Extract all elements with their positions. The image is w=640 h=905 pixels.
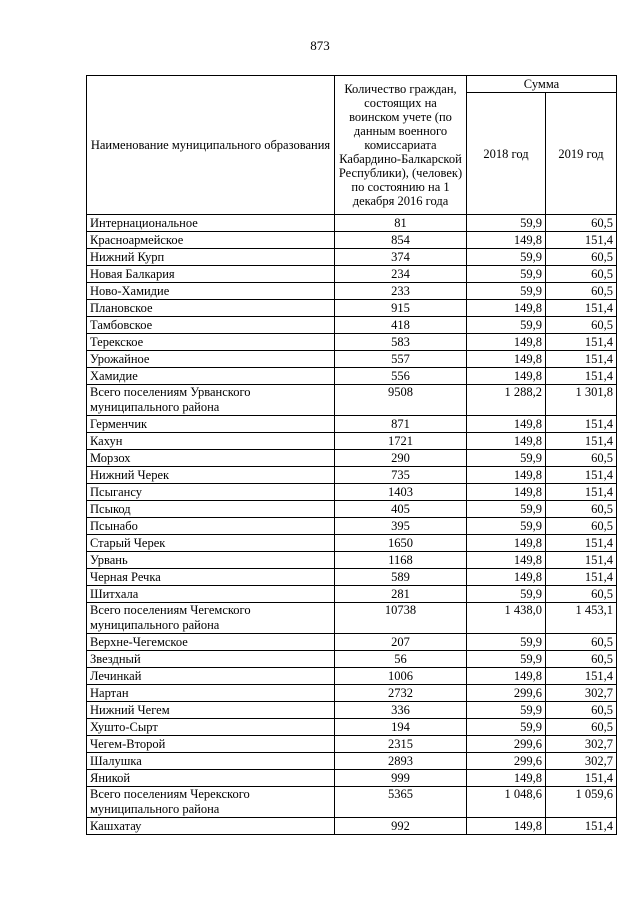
row-2018: 59,9 bbox=[467, 586, 546, 603]
row-count: 1650 bbox=[335, 535, 467, 552]
row-name: Красноармейское bbox=[87, 232, 335, 249]
row-2019: 60,5 bbox=[546, 634, 617, 651]
row-2019: 302,7 bbox=[546, 736, 617, 753]
row-2018: 149,8 bbox=[467, 569, 546, 586]
row-count: 81 bbox=[335, 215, 467, 232]
table-row bbox=[87, 736, 617, 753]
row-count: 418 bbox=[335, 317, 467, 334]
row-count: 395 bbox=[335, 518, 467, 535]
row-name: Псыкод bbox=[87, 501, 335, 518]
row-count: 992 bbox=[335, 818, 467, 835]
row-count: 583 bbox=[335, 334, 467, 351]
row-count: 735 bbox=[335, 467, 467, 484]
table-row bbox=[87, 467, 617, 484]
row-2019: 151,4 bbox=[546, 569, 617, 586]
row-name: Псыгансу bbox=[87, 484, 335, 501]
row-2019: 60,5 bbox=[546, 702, 617, 719]
row-name: Терекское bbox=[87, 334, 335, 351]
row-2019: 302,7 bbox=[546, 753, 617, 770]
row-2018: 1 438,0 bbox=[467, 603, 546, 634]
row-count: 854 bbox=[335, 232, 467, 249]
row-count: 999 bbox=[335, 770, 467, 787]
table-row bbox=[87, 232, 617, 249]
page-number: 873 bbox=[310, 38, 330, 53]
table-body bbox=[87, 215, 617, 835]
table-row bbox=[87, 249, 617, 266]
row-name: Яникой bbox=[87, 770, 335, 787]
row-count: 1403 bbox=[335, 484, 467, 501]
row-2018: 59,9 bbox=[467, 651, 546, 668]
row-count: 290 bbox=[335, 450, 467, 467]
row-2019: 302,7 bbox=[546, 685, 617, 702]
table-row bbox=[87, 569, 617, 586]
table-row bbox=[87, 719, 617, 736]
row-name: Плановское bbox=[87, 300, 335, 317]
table-row bbox=[87, 334, 617, 351]
row-count: 2893 bbox=[335, 753, 467, 770]
row-2019: 60,5 bbox=[546, 586, 617, 603]
row-2019: 151,4 bbox=[546, 368, 617, 385]
table-row bbox=[87, 518, 617, 535]
row-2018: 59,9 bbox=[467, 317, 546, 334]
table-row bbox=[87, 266, 617, 283]
header-name: Наименование муниципального образования bbox=[87, 76, 335, 215]
table-row bbox=[87, 351, 617, 368]
row-name: Тамбовское bbox=[87, 317, 335, 334]
row-2019: 1 301,8 bbox=[546, 385, 617, 416]
row-2019: 151,4 bbox=[546, 552, 617, 569]
row-count: 915 bbox=[335, 300, 467, 317]
row-name: Новая Балкария bbox=[87, 266, 335, 283]
row-2019: 151,4 bbox=[546, 416, 617, 433]
row-2019: 1 059,6 bbox=[546, 787, 617, 818]
table-total-row bbox=[87, 787, 617, 818]
row-count: 5365 bbox=[335, 787, 467, 818]
row-count: 557 bbox=[335, 351, 467, 368]
row-2018: 149,8 bbox=[467, 300, 546, 317]
table-row bbox=[87, 416, 617, 433]
row-2018: 149,8 bbox=[467, 467, 546, 484]
row-2019: 60,5 bbox=[546, 450, 617, 467]
row-count: 2315 bbox=[335, 736, 467, 753]
row-2018: 59,9 bbox=[467, 249, 546, 266]
row-count: 56 bbox=[335, 651, 467, 668]
row-name: Урожайное bbox=[87, 351, 335, 368]
header-sum: Сумма bbox=[467, 76, 617, 93]
row-2019: 60,5 bbox=[546, 215, 617, 232]
row-name: Урвань bbox=[87, 552, 335, 569]
row-2018: 59,9 bbox=[467, 266, 546, 283]
row-2018: 149,8 bbox=[467, 770, 546, 787]
row-count: 336 bbox=[335, 702, 467, 719]
table-row bbox=[87, 818, 617, 835]
row-name: Нижний Курп bbox=[87, 249, 335, 266]
table-row bbox=[87, 668, 617, 685]
row-count: 871 bbox=[335, 416, 467, 433]
row-2019: 60,5 bbox=[546, 719, 617, 736]
row-2019: 151,4 bbox=[546, 433, 617, 450]
row-count: 556 bbox=[335, 368, 467, 385]
row-2018: 59,9 bbox=[467, 450, 546, 467]
table-row bbox=[87, 685, 617, 702]
row-name: Чегем-Второй bbox=[87, 736, 335, 753]
row-2019: 151,4 bbox=[546, 232, 617, 249]
row-2019: 60,5 bbox=[546, 518, 617, 535]
row-count: 207 bbox=[335, 634, 467, 651]
row-2019: 60,5 bbox=[546, 266, 617, 283]
row-2018: 59,9 bbox=[467, 215, 546, 232]
row-2018: 149,8 bbox=[467, 484, 546, 501]
row-count: 1168 bbox=[335, 552, 467, 569]
table-row bbox=[87, 702, 617, 719]
row-name: Ново-Хамидие bbox=[87, 283, 335, 300]
row-2018: 1 048,6 bbox=[467, 787, 546, 818]
row-2018: 149,8 bbox=[467, 552, 546, 569]
row-name: Всего поселениям Чегемского муниципального района bbox=[87, 603, 335, 634]
table-total-row bbox=[87, 385, 617, 416]
municipal-table bbox=[86, 75, 617, 835]
table-row bbox=[87, 651, 617, 668]
row-2018: 59,9 bbox=[467, 719, 546, 736]
table-total-row bbox=[87, 603, 617, 634]
header-2018: 2018 год bbox=[467, 93, 546, 215]
row-count: 234 bbox=[335, 266, 467, 283]
row-name: Нижний Черек bbox=[87, 467, 335, 484]
row-2018: 149,8 bbox=[467, 668, 546, 685]
table-row bbox=[87, 450, 617, 467]
row-2019: 151,4 bbox=[546, 300, 617, 317]
row-name: Лечинкай bbox=[87, 668, 335, 685]
row-2018: 1 288,2 bbox=[467, 385, 546, 416]
row-2019: 151,4 bbox=[546, 535, 617, 552]
row-2018: 149,8 bbox=[467, 232, 546, 249]
row-2019: 151,4 bbox=[546, 351, 617, 368]
row-name: Кашхатау bbox=[87, 818, 335, 835]
table-row bbox=[87, 770, 617, 787]
row-name: Морзох bbox=[87, 450, 335, 467]
row-count: 1006 bbox=[335, 668, 467, 685]
row-name: Всего поселениям Черекского муниципального района bbox=[87, 787, 335, 818]
table-row bbox=[87, 535, 617, 552]
row-2019: 151,4 bbox=[546, 668, 617, 685]
row-2019: 60,5 bbox=[546, 249, 617, 266]
row-2019: 60,5 bbox=[546, 651, 617, 668]
table-row bbox=[87, 484, 617, 501]
row-2018: 299,6 bbox=[467, 736, 546, 753]
table-row bbox=[87, 368, 617, 385]
row-2019: 60,5 bbox=[546, 317, 617, 334]
row-count: 589 bbox=[335, 569, 467, 586]
row-2018: 149,8 bbox=[467, 351, 546, 368]
table-row bbox=[87, 433, 617, 450]
row-name: Нартан bbox=[87, 685, 335, 702]
row-name: Кахун bbox=[87, 433, 335, 450]
row-name: Хушто-Сырт bbox=[87, 719, 335, 736]
row-2018: 149,8 bbox=[467, 818, 546, 835]
row-count: 1721 bbox=[335, 433, 467, 450]
row-2018: 149,8 bbox=[467, 334, 546, 351]
row-count: 10738 bbox=[335, 603, 467, 634]
row-name: Верхне-Чегемское bbox=[87, 634, 335, 651]
row-name: Шалушка bbox=[87, 753, 335, 770]
row-name: Шитхала bbox=[87, 586, 335, 603]
table-row bbox=[87, 317, 617, 334]
table-row bbox=[87, 634, 617, 651]
row-name: Герменчик bbox=[87, 416, 335, 433]
row-2018: 59,9 bbox=[467, 634, 546, 651]
row-count: 281 bbox=[335, 586, 467, 603]
row-2018: 59,9 bbox=[467, 702, 546, 719]
table-row bbox=[87, 300, 617, 317]
row-2019: 60,5 bbox=[546, 283, 617, 300]
row-2018: 149,8 bbox=[467, 535, 546, 552]
row-name: Черная Речка bbox=[87, 569, 335, 586]
row-name: Старый Черек bbox=[87, 535, 335, 552]
row-name: Всего поселениям Урванского муниципального района bbox=[87, 385, 335, 416]
row-count: 194 bbox=[335, 719, 467, 736]
row-name: Псынабо bbox=[87, 518, 335, 535]
row-2019: 151,4 bbox=[546, 770, 617, 787]
row-name: Хамидие bbox=[87, 368, 335, 385]
table-row bbox=[87, 552, 617, 569]
row-count: 405 bbox=[335, 501, 467, 518]
row-count: 9508 bbox=[335, 385, 467, 416]
row-2019: 151,4 bbox=[546, 467, 617, 484]
table-row bbox=[87, 215, 617, 232]
row-2019: 60,5 bbox=[546, 501, 617, 518]
row-name: Нижний Чегем bbox=[87, 702, 335, 719]
row-count: 2732 bbox=[335, 685, 467, 702]
table-row bbox=[87, 283, 617, 300]
row-2019: 151,4 bbox=[546, 484, 617, 501]
row-count: 374 bbox=[335, 249, 467, 266]
row-name: Звездный bbox=[87, 651, 335, 668]
table-row bbox=[87, 501, 617, 518]
row-2018: 59,9 bbox=[467, 518, 546, 535]
row-2018: 59,9 bbox=[467, 501, 546, 518]
row-2019: 1 453,1 bbox=[546, 603, 617, 634]
row-2018: 299,6 bbox=[467, 753, 546, 770]
table-row bbox=[87, 586, 617, 603]
row-2019: 151,4 bbox=[546, 334, 617, 351]
row-count: 233 bbox=[335, 283, 467, 300]
row-2018: 59,9 bbox=[467, 283, 546, 300]
row-2018: 299,6 bbox=[467, 685, 546, 702]
row-2018: 149,8 bbox=[467, 433, 546, 450]
row-name: Интернациональное bbox=[87, 215, 335, 232]
row-2018: 149,8 bbox=[467, 368, 546, 385]
header-count: Количество граждан, состоящих на воинском учете (по данным военного комиссариата Кабардино-Балкарской Республики), (человек) по состоянию на 1 декабря 2016 года bbox=[335, 76, 467, 215]
table-row bbox=[87, 753, 617, 770]
header-2019: 2019 год bbox=[546, 93, 617, 215]
row-2019: 151,4 bbox=[546, 818, 617, 835]
row-2018: 149,8 bbox=[467, 416, 546, 433]
